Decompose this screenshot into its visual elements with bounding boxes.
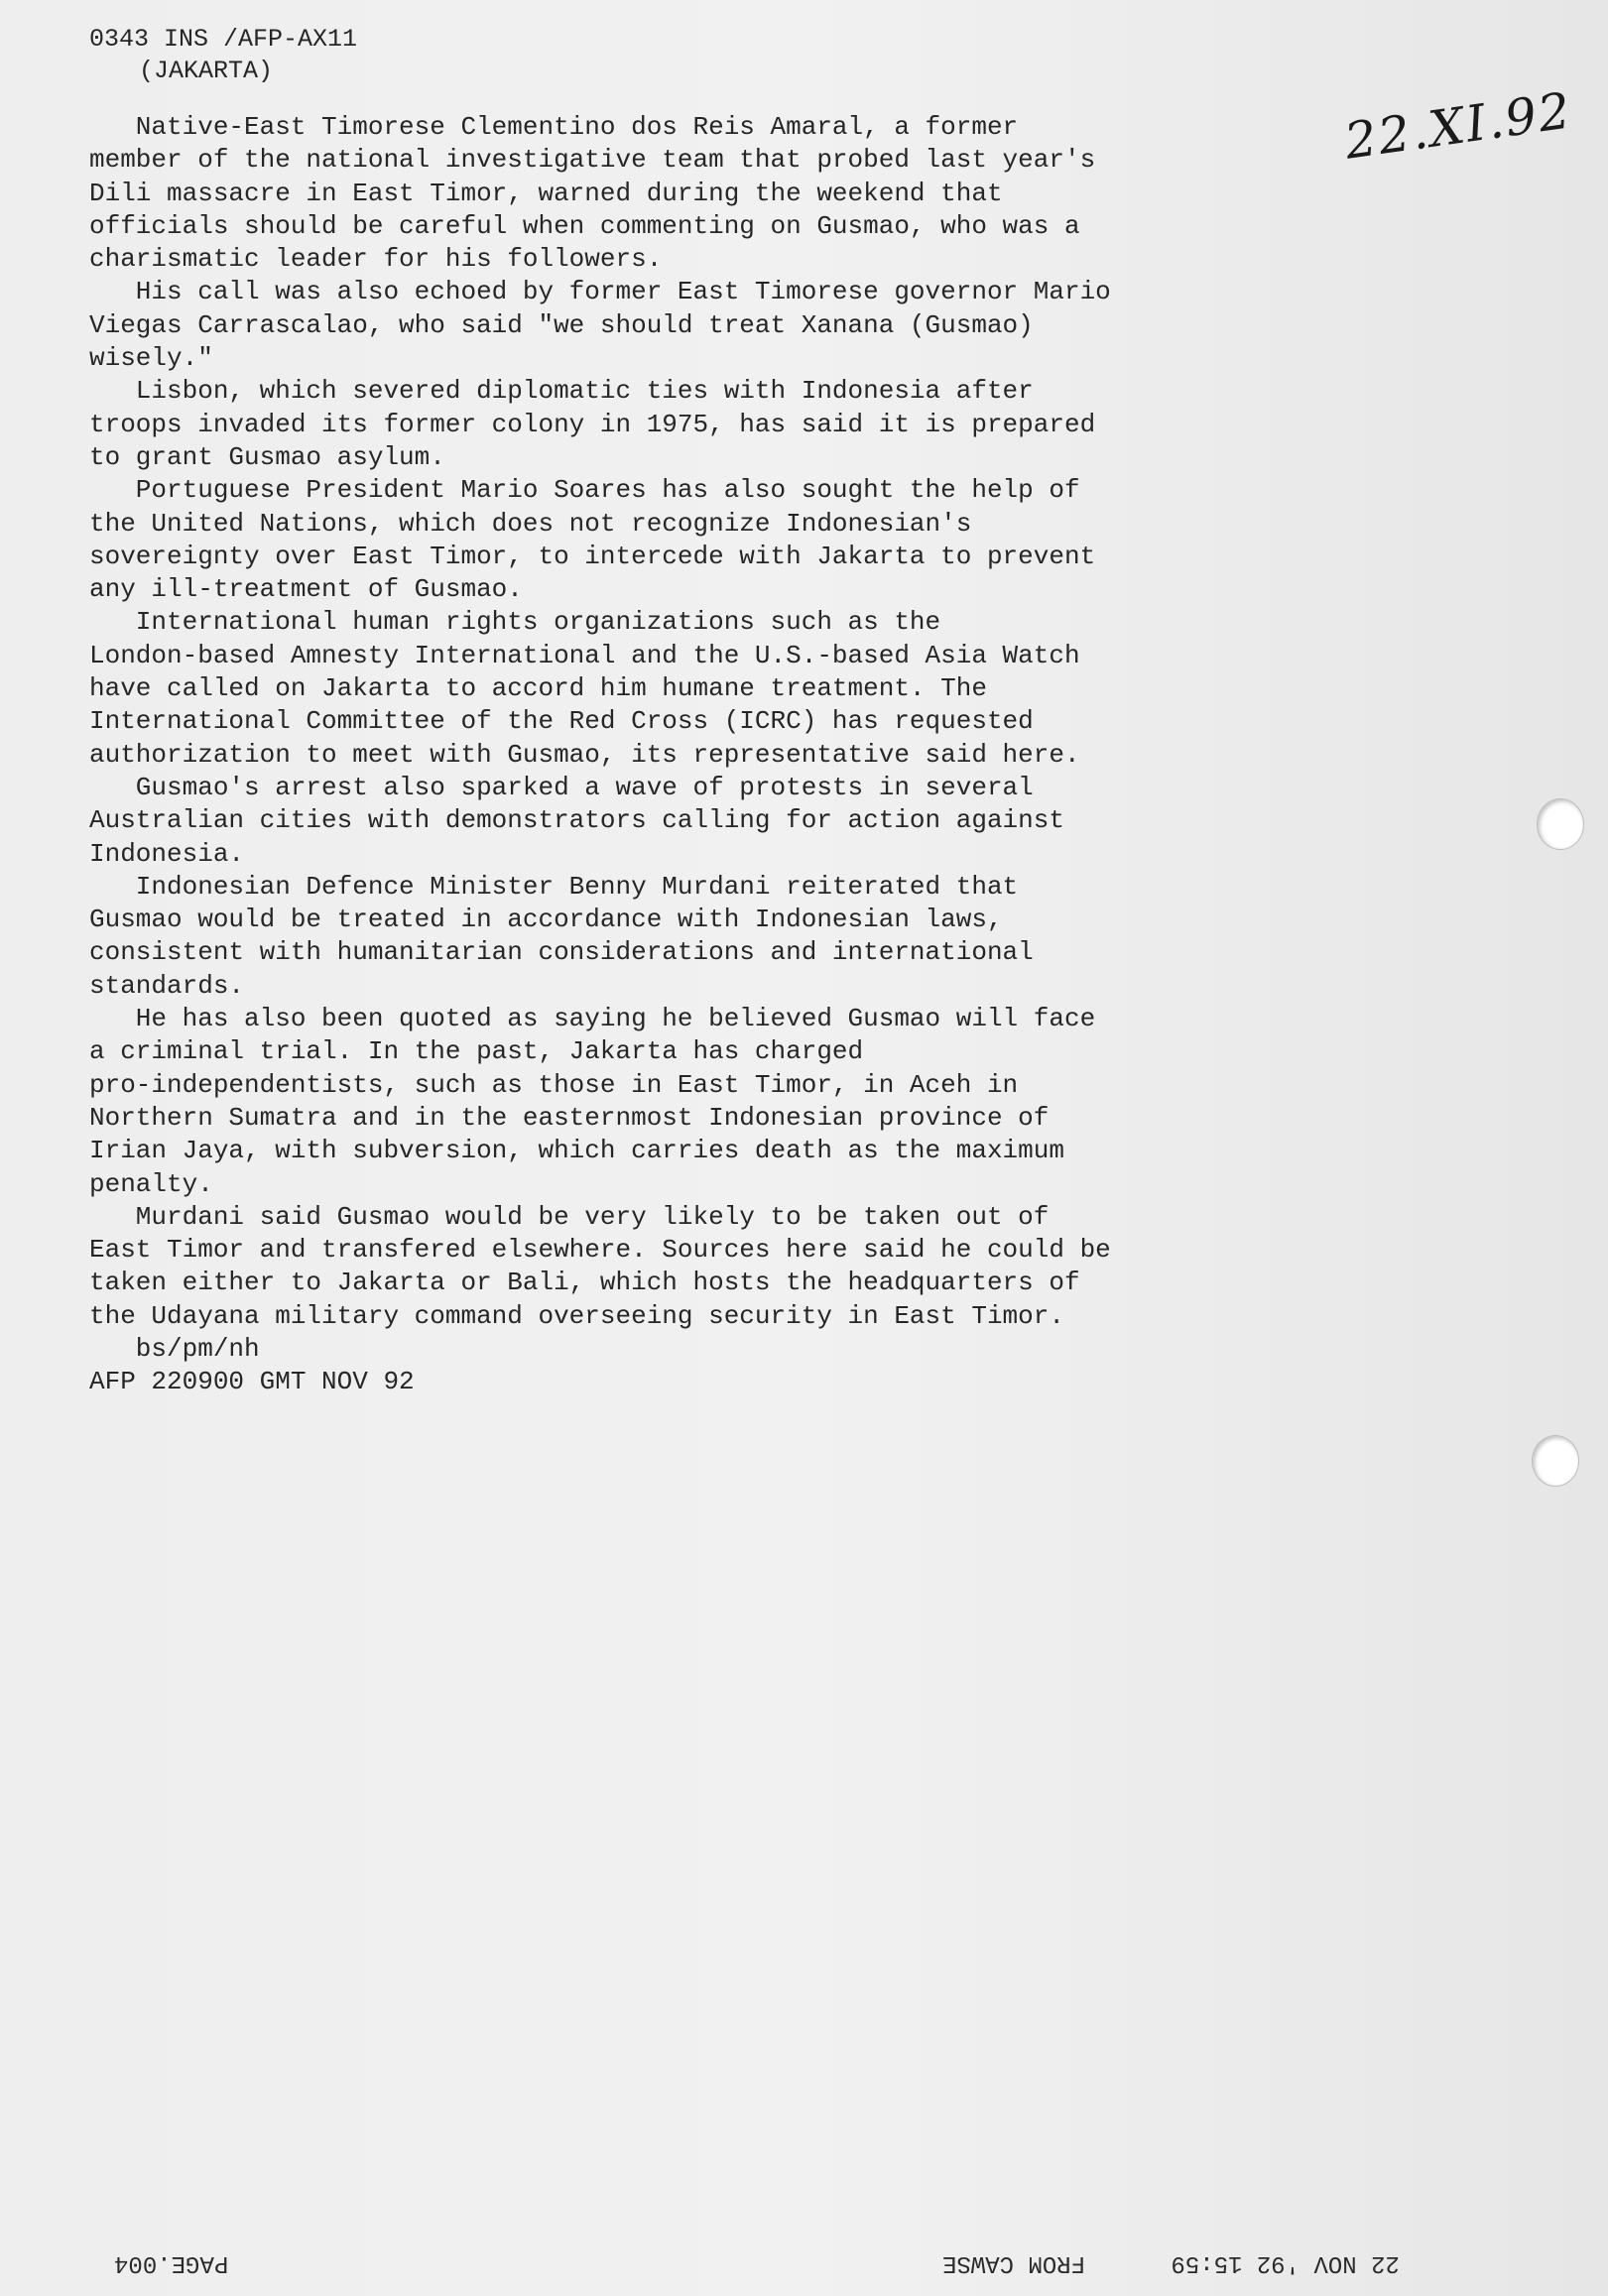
body-line: bs/pm/nh [89,1333,260,1364]
handwritten-date: 22.XI.92 [1341,81,1576,171]
body-line: Indonesia. [89,838,245,869]
fax-page-number: PAGE.004 [114,2249,229,2276]
fax-sender-timestamp [942,2249,1400,2276]
body-line: standards. [89,970,245,1001]
body-line: Australian cities with demonstrators calling for action against [89,805,1064,836]
body-line: sovereignty over East Timor, to intercede with Jakarta to prevent [89,541,1096,571]
fax-timestamp: 22 NOV '92 15:59 [1171,2249,1400,2276]
fax-from: FROM CAWSE [942,2249,1086,2276]
body-line: any ill-treatment of Gusmao. [89,574,523,605]
body-line: AFP 220900 GMT NOV 92 [89,1367,415,1397]
body-line: Native-East Timorese Clementino dos Reis Amaral, a former [89,112,1019,142]
body-line: Lisbon, which severed diplomatic ties with Indonesia after [89,376,1034,407]
body-line: International human rights organizations such as the [89,607,941,638]
body-line: Indonesian Defence Minister Benny Murdani reiterated that [89,871,1019,902]
body-line: Irian Jaya, with subversion, which carries death as the maximum [89,1136,1064,1166]
body-line: Gusmao would be treated in accordance with Indonesian laws, [89,905,1003,935]
body-line: officials should be careful when commenting on Gusmao, who was a [89,210,1080,241]
body-line: the Udayana military command overseeing security in East Timor. [89,1300,1064,1331]
body-line: Dili massacre in East Timor, warned during the weekend that [89,178,1003,208]
body-line: Murdani said Gusmao would be very likely to be taken out of [89,1201,1050,1232]
body-line: penalty. [89,1168,213,1199]
dateline: (JAKARTA) [139,57,274,85]
body-line: a criminal trial. In the past, Jakarta has charged [89,1036,864,1067]
body-line: charismatic leader for his followers. [89,244,663,275]
body-line: His call was also echoed by former East Timorese governor Mario [89,277,1111,307]
body-line: troops invaded its former colony in 1975, has said it is prepared [89,409,1096,439]
body-line: taken either to Jakarta or Bali, which hosts the headquarters of [89,1268,1080,1298]
body-line: have called on Jakarta to accord him humane treatment. The [89,673,987,704]
body-line: He has also been quoted as saying he believed Gusmao will face [89,1004,1096,1034]
body-line: International Committee of the Red Cross (ICRC) has requested [89,706,1034,737]
body-line: wisely." [89,343,213,374]
punch-hole [1537,798,1584,850]
wire-id: 0343 INS /AFP-AX11 [89,25,358,54]
article-body [89,111,1329,1399]
body-line: member of the national investigative team that probed last year's [89,145,1096,176]
body-line: Northern Sumatra and in the easternmost Indonesian province of [89,1102,1050,1133]
body-line: Gusmao's arrest also sparked a wave of protests in several [89,772,1034,802]
body-line: consistent with humanitarian considerations and international [89,937,1034,968]
body-line: pro-independentists, such as those in East Timor, in Aceh in [89,1069,1019,1100]
body-line: Viegas Carrascalao, who said "we should treat Xanana (Gusmao) [89,309,1034,340]
fax-spacer [1085,2249,1171,2276]
punch-hole [1532,1435,1579,1487]
wire-header [89,24,357,87]
body-line: London-based Amnesty International and the U.S.-based Asia Watch [89,640,1080,670]
body-line: the United Nations, which does not recognize Indonesian's [89,508,972,539]
body-line: to grant Gusmao asylum. [89,441,445,472]
body-line: authorization to meet with Gusmao, its representative said here. [89,739,1080,770]
body-line: Portuguese President Mario Soares has also sought the help of [89,475,1080,506]
body-line: East Timor and transfered elsewhere. Sources here said he could be [89,1235,1111,1266]
